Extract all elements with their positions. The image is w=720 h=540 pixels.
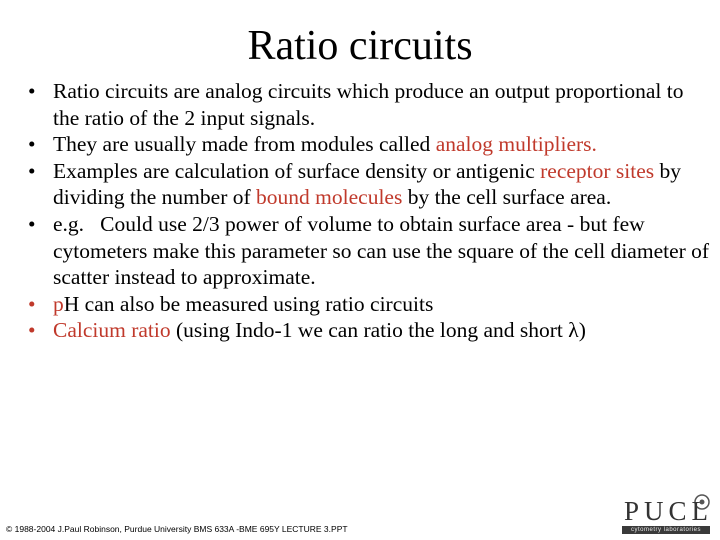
bullet-item <box>22 317 712 344</box>
bullet-marker: • <box>28 79 36 103</box>
pucl-logo <box>620 492 712 536</box>
bullet-marker: • <box>28 158 36 183</box>
logo-letters: PUCL <box>624 496 714 526</box>
logo-tagline: cytometry laboratories <box>622 526 710 534</box>
bullet-text: (using Indo-1 we can ratio the long and short λ) <box>170 318 586 343</box>
highlighted-term: receptor sites <box>540 158 655 183</box>
bullet-item <box>22 131 712 158</box>
bullet-text: e.g. Could use 2/3 power of volume to obtain surface area - but few cytometers make this parameter so can use the square of the cell diameter of scatter instead to approximate. <box>53 211 715 290</box>
bullet-marker: • <box>28 211 36 236</box>
bullet-item <box>22 78 712 131</box>
bullet-marker: • <box>28 291 36 316</box>
bullet-text: Ratio circuits are analog circuits which produce an output proportional to the ratio of the 2 input signals. <box>53 79 684 130</box>
bullet-item <box>22 291 712 318</box>
copyright-footer: © 1988-2004 J.Paul Robinson, Purdue University BMS 633A -BME 695Y LECTURE 3.PPT <box>6 524 348 534</box>
highlighted-term: p <box>53 291 64 316</box>
highlighted-term: Calcium ratio <box>53 318 171 343</box>
highlighted-term: bound molecules <box>256 185 403 210</box>
bullet-item <box>22 211 715 291</box>
bullet-text: by the cell surface area. <box>402 185 612 210</box>
highlighted-term: analog multipliers. <box>435 132 597 157</box>
bullet-marker: • <box>28 132 36 157</box>
bullet-list <box>22 78 715 344</box>
slide-title: Ratio circuits <box>247 23 473 69</box>
bullet-text: They are usually made from modules called <box>53 132 436 157</box>
bullet-text: H can also be measured using ratio circuits <box>63 291 434 316</box>
bullet-item <box>22 158 712 211</box>
bullet-marker: • <box>28 318 36 343</box>
bullet-text: by dividing the number of <box>53 158 682 210</box>
bullet-text: Examples are calculation of surface density or antigenic <box>53 158 541 183</box>
